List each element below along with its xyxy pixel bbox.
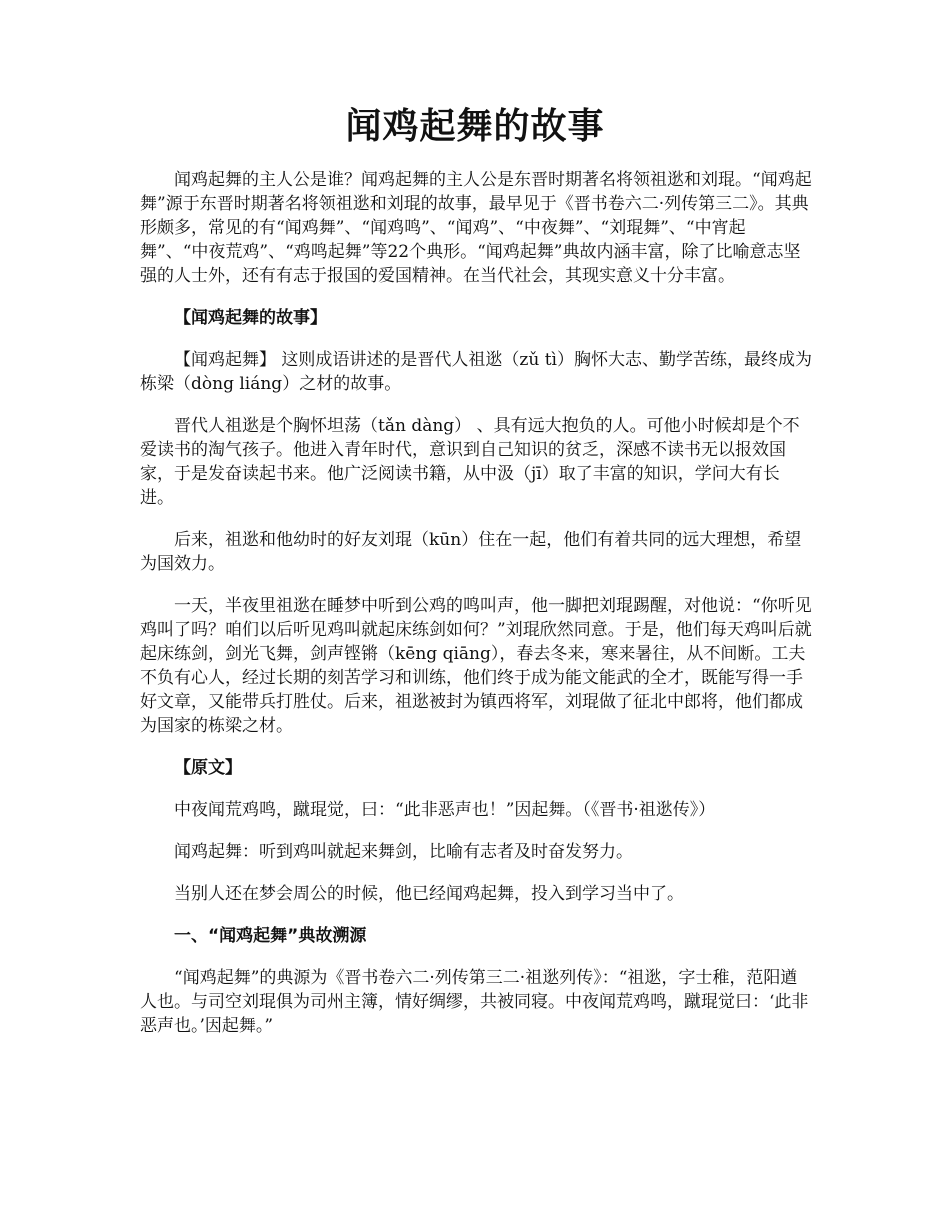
original-text-paragraph: 中夜闻荒鸡鸣，蹴琨觉，曰：“此非恶声也！”因起舞。（《晋书·祖逖传》） (174, 800, 716, 820)
friendship-paragraph: 后来，祖逖和他幼时的好友刘琨（kūn）住在一起，他们有着共同的远大理想，希望为国效力。 (140, 530, 802, 574)
zu-ti-youth-paragraph: 晋代人祖逖是个胸怀坦荡（tǎn dàng） 、具有远大抱负的人。可他小时候却是个不爱读书的淘气孩子。他进入青年时代，意识到自己知识的贫乏，深感不读书无以报效国家，于是发奋读起书来。他广泛阅读书籍，从中汲（jī）取了丰富的知识，学问大有长进。 (140, 416, 800, 508)
document-body (140, 168, 812, 1056)
document-title: 闻鸡起舞的故事 (345, 106, 605, 148)
section-heading-story: 【闻鸡起舞的故事】 (174, 308, 327, 328)
intro-paragraph: 闻鸡起舞的主人公是谁？闻鸡起舞的主人公是东晋时期著名将领祖逖和刘琨。“闻鸡起舞”源于东晋时期著名将领祖逖和刘琨的故事，最早见于《晋书卷六二·列传第三二》。其典形颇多，常见的有“闻鸡舞”、“闻鸡鸣”、“闻鸡”、“中夜舞”、“刘琨舞”、“中宵起舞”、“中夜荒鸡”、“鸡鸣起舞”等22个典形。“闻鸡起舞”典故内涵丰富，除了比喻意志坚强的人士外，还有有志于报国的爱国精神。在当代社会，其现实意义十分丰富。 (140, 170, 812, 286)
practice-paragraph: 一天，半夜里祖逖在睡梦中听到公鸡的鸣叫声，他一脚把刘琨踢醒，对他说：“你听见鸡叫了吗？咱们以后听见鸡叫就起床练剑如何？”刘琨欣然同意。于是，他们每天鸡叫后就起床练剑，剑光飞舞，剑声铿锵（kēng qiāng），春去冬来，寒来暑往，从不间断。工夫不负有心人，经过长期的刻苦学习和训练，他们终于成为能文能武的全才，既能写得一手好文章，又能带兵打胜仗。后来，祖逖被封为镇西将军，刘琨做了征北中郎将，他们都成为国家的栋梁之材。 (140, 596, 812, 736)
definition-paragraph: 闻鸡起舞：听到鸡叫就起来舞剑，比喻有志者及时奋发努力。 (174, 842, 633, 862)
section-heading-origin: 一、“闻鸡起舞”典故溯源 (174, 926, 367, 946)
origin-paragraph: “闻鸡起舞”的典源为《晋书卷六二·列传第三二·祖逖列传》：“祖逖，字士稚，范阳遒人也。与司空刘琨俱为司州主簿，情好绸缪，共被同寝。中夜闻荒鸡鸣，蹴琨觉曰：‘此非恶声也。’因起舞。” (140, 968, 809, 1036)
story-summary-paragraph: 【闻鸡起舞】 这则成语讲述的是晋代人祖逖（zǔ tì）胸怀大志、勤学苦练，最终成为栋梁（dòng liáng）之材的故事。 (140, 350, 812, 394)
example-sentence-paragraph: 当别人还在梦会周公的时候，他已经闻鸡起舞，投入到学习当中了。 (174, 884, 684, 904)
section-heading-original-text: 【原文】 (174, 758, 242, 778)
